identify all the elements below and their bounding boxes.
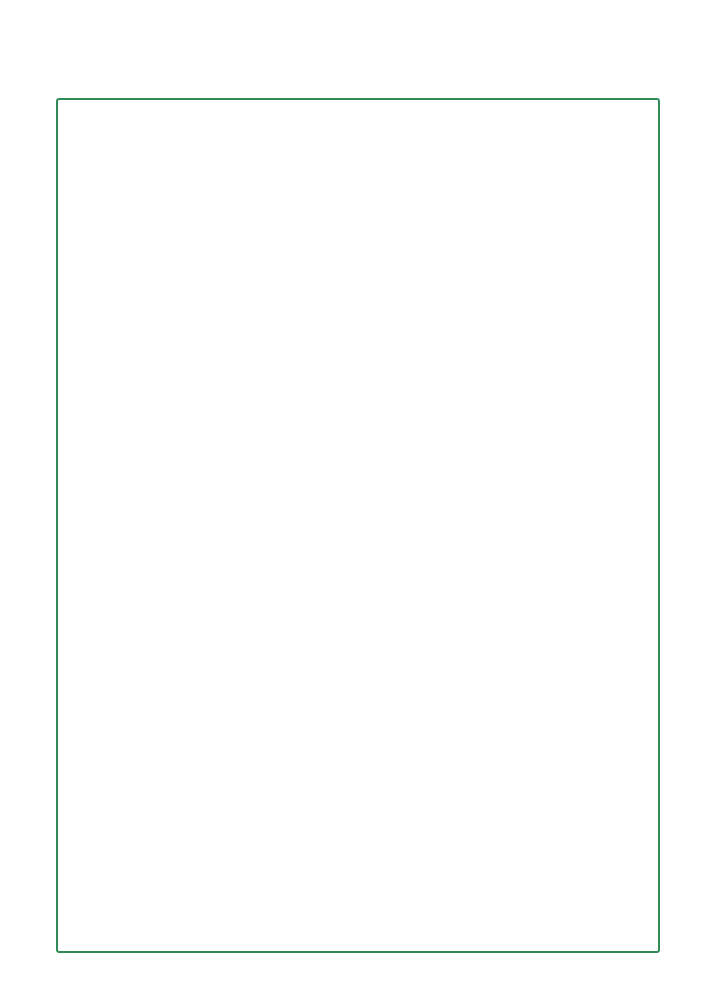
page-footer: [0, 972, 714, 987]
student-info-line: [56, 74, 666, 94]
practice-frame: [56, 98, 660, 953]
